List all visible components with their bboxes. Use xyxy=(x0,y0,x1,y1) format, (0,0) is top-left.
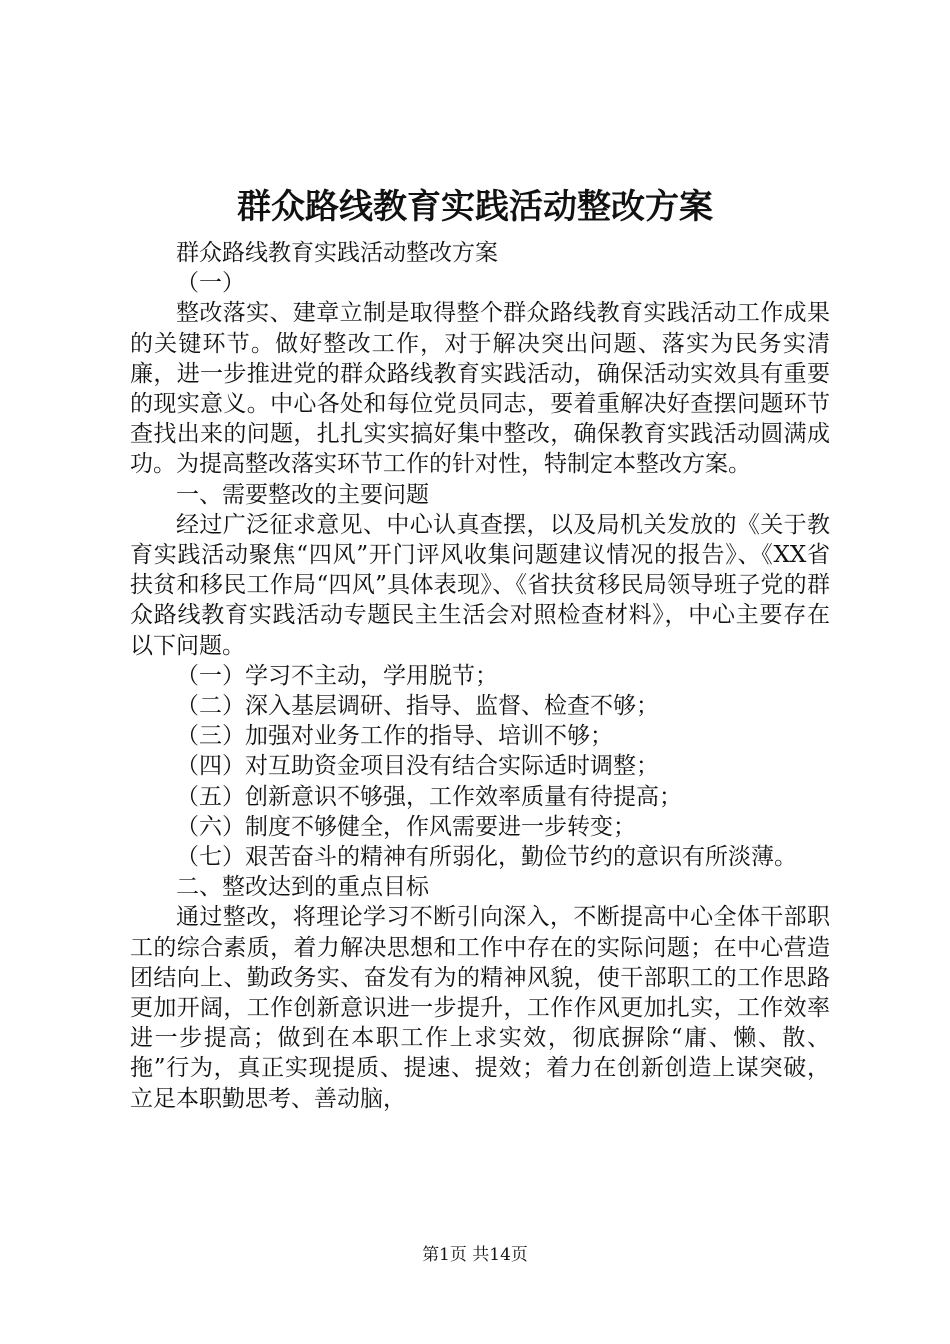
intro-paragraph: 整改落实、建章立制是取得整个群众路线教育实践活动工作成果的关键环节。做好整改工作，对于解决突出问题、落实为民务实清廉，进一步推进党的群众路线教育实践活动，确保活动实效具有重要的现实意义。中心各处和每位党员同志，要着重解决好查摆问题环节查找出来的问题，扎扎实实搞好集中整改，确保教育实践活动圆满成功。为提高整改落实环节工作的针对性，特制定本整改方案。 xyxy=(130,300,830,478)
section-body-1: 经过广泛征求意见、中心认真查摆，以及局机关发放的《关于教育实践活动聚焦“四风”开门评风收集问题建议情况的报告》、《XX省扶贫和移民工作局“四风”具体表现》、《省扶贫移民局领导班子党的群众路线教育实践活动专题民主生活会对照检查材料》，中心主要存在以下问题。 xyxy=(130,511,830,659)
issue-item-5: （五）创新意识不够强，工作效率质量有待提高； xyxy=(176,783,682,810)
part-marker: （一） xyxy=(176,270,245,297)
issue-item-1: （一）学习不主动，学用脱节； xyxy=(176,662,498,689)
issue-item-2: （二）深入基层调研、指导、监督、检查不够； xyxy=(176,693,659,720)
document-body xyxy=(130,238,830,1114)
issue-item-4: （四）对互助资金项目没有结合实际适时调整； xyxy=(176,753,659,780)
issue-item-3: （三）加强对业务工作的指导、培训不够； xyxy=(176,723,613,750)
section-heading-2: 二、整改达到的重点目标 xyxy=(176,874,429,901)
issue-item-6: （六）制度不够健全，作风需要进一步转变； xyxy=(176,813,636,840)
document-title: 群众路线教育实践活动整改方案 xyxy=(237,187,713,227)
issue-item-7: （七）艰苦奋斗的精神有所弱化，勤俭节约的意识有所淡薄。 xyxy=(176,844,797,871)
section-heading-1: 一、需要整改的主要问题 xyxy=(176,481,429,508)
document-subtitle: 群众路线教育实践活动整改方案 xyxy=(176,240,498,266)
section-body-2: 通过整改，将理论学习不断引向深入，不断提高中心全体干部职工的综合素质，着力解决思想和工作中存在的实际问题；在中心营造团结向上、勤政务实、奋发有为的精神风貌，使干部职工的工作思路更加开阔，工作创新意识进一步提升，工作作风更加扎实，工作效率进一步提高；做到在本职工作上求实效，彻底摒除“庸、懒、散、拖”行为，真正实现提质、提速、提效；着力在创新创造上谋突破，立足本职勤思考、善动脑， xyxy=(130,904,830,1112)
page-footer: 第1页 共14页 xyxy=(422,1245,528,1265)
